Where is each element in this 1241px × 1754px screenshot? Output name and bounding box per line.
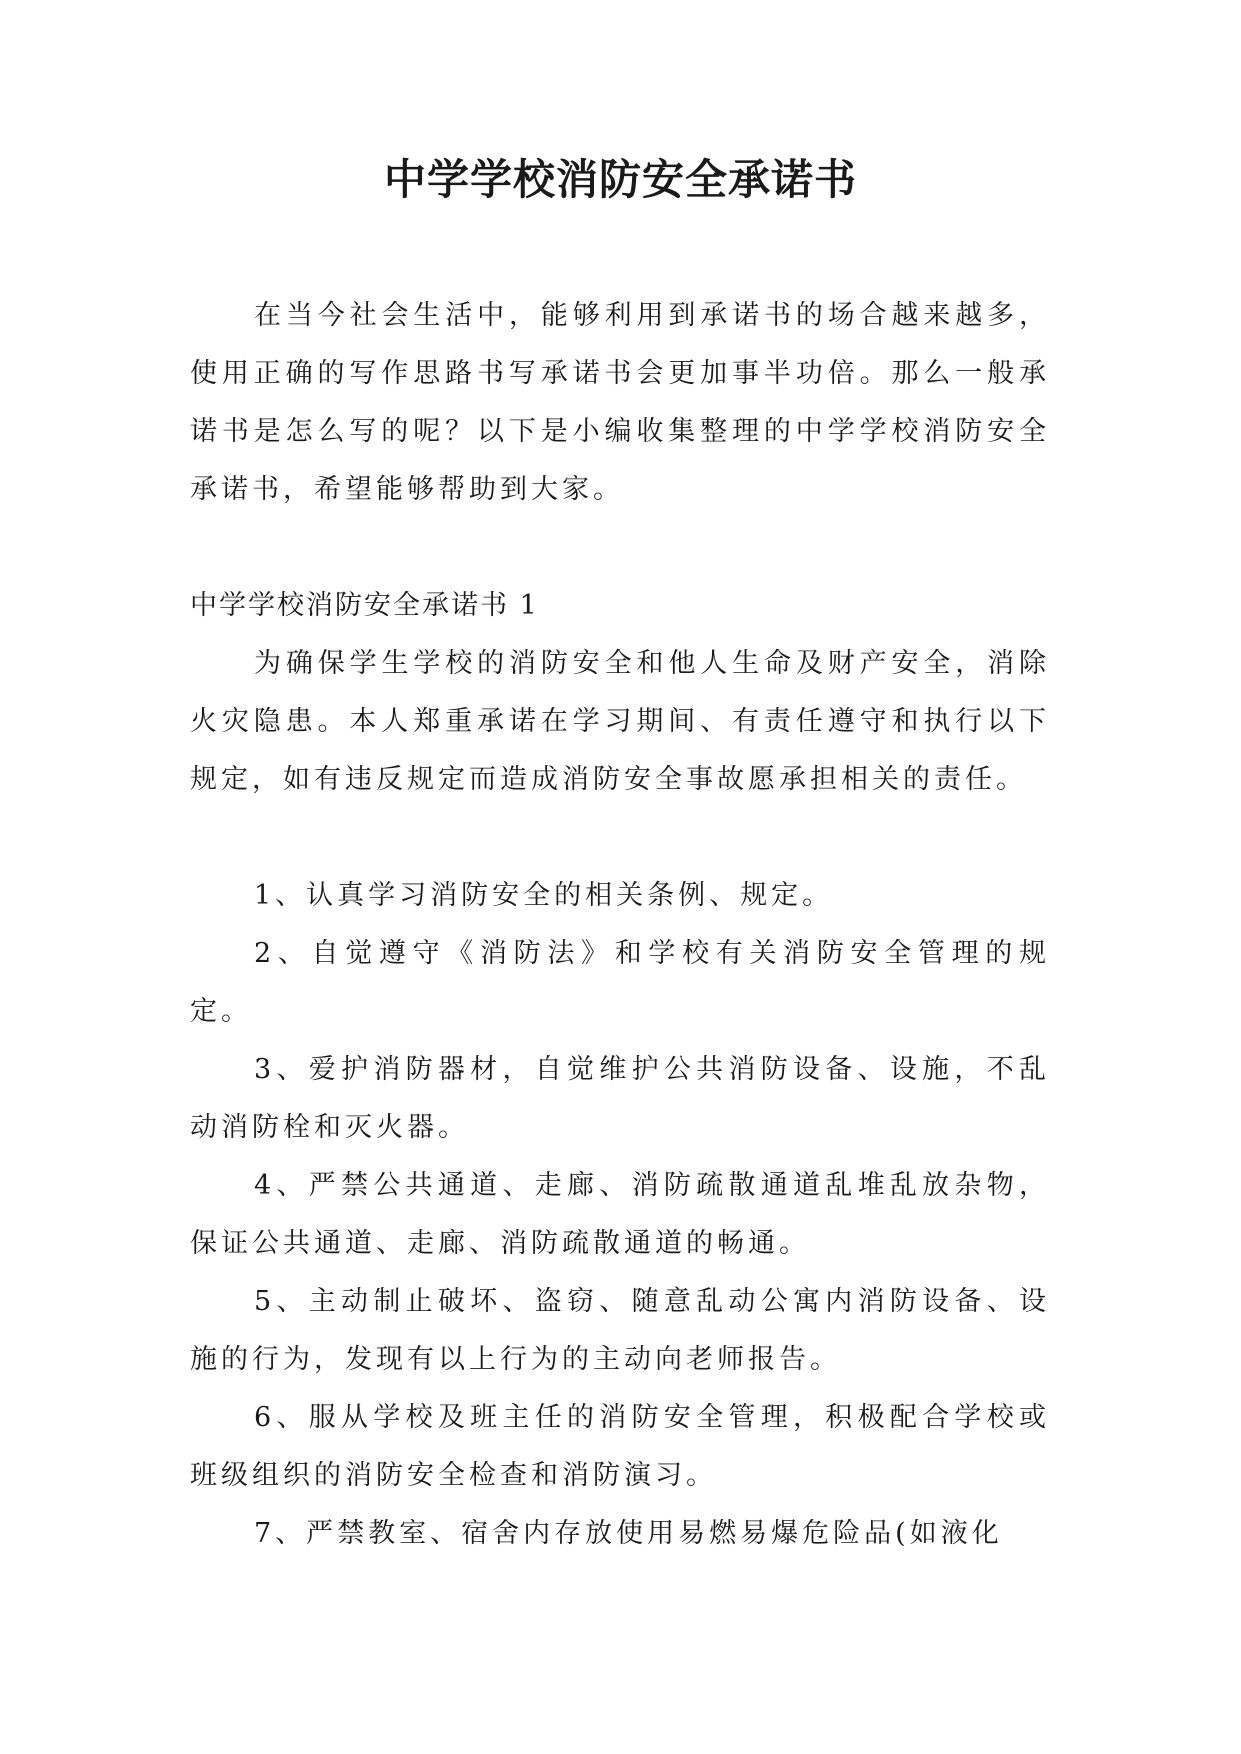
list-item: 1、认真学习消防安全的相关条例、规定。 xyxy=(254,880,834,911)
section-heading: 中学学校消防安全承诺书 1 xyxy=(190,590,539,621)
section-paragraph: 为确保学生学校的消防安全和他人生命及财产安全，消除火灾隐患。本人郑重承诺在学习期间、有责任遵守和执行以下规定，如有违反规定而造成消防安全事故愿承担相关的责任。 xyxy=(190,648,1050,795)
list-item: 6、服从学校及班主任的消防安全管理，积极配合学校或班级组织的消防安全检查和消防演习。 xyxy=(190,1402,1050,1491)
intro-paragraph: 在当今社会生活中，能够利用到承诺书的场合越来越多，使用正确的写作思路书写承诺书会更加事半功倍。那么一般承诺书是怎么写的呢？以下是小编收集整理的中学学校消防安全承诺书，希望能够帮助到大家。 xyxy=(190,300,1050,505)
list-item: 5、主动制止破坏、盗窃、随意乱动公寓内消防设备、设施的行为，发现有以上行为的主动向老师报告。 xyxy=(190,1286,1050,1375)
list-item: 2、自觉遵守《消防法》和学校有关消防安全管理的规定。 xyxy=(190,938,1050,1027)
list-item: 4、严禁公共通道、走廊、消防疏散通道乱堆乱放杂物，保证公共通道、走廊、消防疏散通道的畅通。 xyxy=(190,1170,1050,1259)
document-title: 中学学校消防安全承诺书 xyxy=(383,155,857,204)
list-item: 7、严禁教室、宿舍内存放使用易燃易爆危险品(如液化 xyxy=(254,1518,1003,1549)
list-item: 3、爱护消防器材，自觉维护公共消防设备、设施，不乱动消防栓和灭火器。 xyxy=(190,1054,1050,1143)
